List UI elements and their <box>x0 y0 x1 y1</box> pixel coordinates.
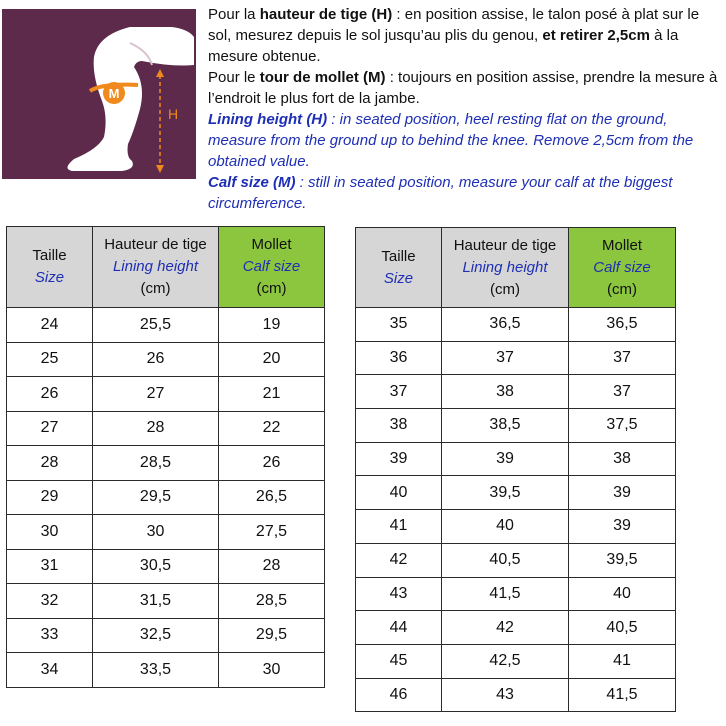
table-row <box>356 577 676 611</box>
calf-size-cell: 26,5 <box>219 480 325 515</box>
calf-size-cell: 27,5 <box>219 515 325 550</box>
lining-height-cell: 39,5 <box>442 476 569 510</box>
calf-size-cell: 19 <box>219 308 325 343</box>
table-row <box>7 411 325 446</box>
size-cell: 44 <box>356 611 442 645</box>
lining-height-cell: 42 <box>442 611 569 645</box>
calf-size-cell: 38 <box>569 442 676 476</box>
size-cell: 24 <box>7 308 93 343</box>
lining-height-cell: 37 <box>442 341 569 375</box>
size-cell: 33 <box>7 618 93 653</box>
calf-size-cell: 21 <box>219 377 325 412</box>
lining-height-cell: 28,5 <box>93 446 219 481</box>
size-cell: 29 <box>7 480 93 515</box>
calf-size-cell: 28,5 <box>219 584 325 619</box>
calf-size-cell: 39,5 <box>569 543 676 577</box>
size-cell: 37 <box>356 375 442 409</box>
calf-size-cell: 37 <box>569 341 676 375</box>
table-row <box>356 476 676 510</box>
calf-size-cell: 40 <box>569 577 676 611</box>
calf-size-cell: 39 <box>569 510 676 544</box>
instruction-fr-height: Pour la hauteur de tige (H) : en position assise, le talon posé à plat sur le sol, mesurez depuis le sol jusqu’au plis du genou, et retirer 2,5cm à la mesure obtenue. <box>208 6 700 65</box>
table-row <box>356 308 676 342</box>
size-column-header: Taille Size <box>7 227 93 308</box>
size-cell: 32 <box>7 584 93 619</box>
table-row <box>7 584 325 619</box>
lining-height-cell: 31,5 <box>93 584 219 619</box>
lining-height-cell: 42,5 <box>442 644 569 678</box>
table-row <box>356 442 676 476</box>
table-row <box>356 678 676 712</box>
size-cell: 43 <box>356 577 442 611</box>
leg-measurement-illustration <box>2 9 196 179</box>
calf-size-cell: 26 <box>219 446 325 481</box>
table-row <box>356 375 676 409</box>
measurement-instructions <box>208 4 720 214</box>
size-cell: 34 <box>7 653 93 688</box>
table-row <box>356 341 676 375</box>
calf-size-cell: 29,5 <box>219 618 325 653</box>
size-cell: 41 <box>356 510 442 544</box>
lining-height-cell: 39 <box>442 442 569 476</box>
lining-height-cell: 30 <box>93 515 219 550</box>
lining-height-cell: 38 <box>442 375 569 409</box>
size-cell: 42 <box>356 543 442 577</box>
table-header-row <box>356 228 676 308</box>
lining-height-cell: 32,5 <box>93 618 219 653</box>
size-cell: 40 <box>356 476 442 510</box>
size-column-header: Taille Size <box>356 228 442 308</box>
size-cell: 35 <box>356 308 442 342</box>
lining-height-cell: 36,5 <box>442 308 569 342</box>
lining-height-cell: 29,5 <box>93 480 219 515</box>
lining-height-cell: 27 <box>93 377 219 412</box>
size-table-right <box>355 227 676 712</box>
table-row <box>7 653 325 688</box>
instruction-en-calf: Calf size (M) : still in seated position, measure your calf at the biggest circumference. <box>208 174 673 212</box>
height-label: H <box>168 106 179 122</box>
lining-height-cell: 40,5 <box>442 543 569 577</box>
table-row <box>7 515 325 550</box>
calf-size-cell: 41 <box>569 644 676 678</box>
size-cell: 28 <box>7 446 93 481</box>
lining-height-cell: 43 <box>442 678 569 712</box>
calf-column-header: Mollet Calf size (cm) <box>219 227 325 308</box>
calf-label: M <box>108 86 120 101</box>
table-row <box>7 549 325 584</box>
size-cell: 30 <box>7 515 93 550</box>
size-cell: 31 <box>7 549 93 584</box>
lining-height-cell: 26 <box>93 342 219 377</box>
lining-height-cell: 38,5 <box>442 409 569 443</box>
table-row <box>356 510 676 544</box>
size-cell: 26 <box>7 377 93 412</box>
table-row <box>7 342 325 377</box>
size-cell: 36 <box>356 341 442 375</box>
table-row <box>7 446 325 481</box>
size-cell: 39 <box>356 442 442 476</box>
calf-size-cell: 37,5 <box>569 409 676 443</box>
size-cell: 46 <box>356 678 442 712</box>
calf-column-header: Mollet Calf size (cm) <box>569 228 676 308</box>
calf-size-cell: 20 <box>219 342 325 377</box>
lining-height-cell: 28 <box>93 411 219 446</box>
table-row <box>356 611 676 645</box>
size-cell: 45 <box>356 644 442 678</box>
calf-size-cell: 28 <box>219 549 325 584</box>
lining-height-cell: 25,5 <box>93 308 219 343</box>
lining-height-cell: 30,5 <box>93 549 219 584</box>
size-cell: 27 <box>7 411 93 446</box>
table-row <box>356 644 676 678</box>
table-row <box>7 618 325 653</box>
leg-diagram <box>2 9 196 179</box>
lining-height-cell: 41,5 <box>442 577 569 611</box>
leg-shape <box>67 27 194 171</box>
size-cell: 25 <box>7 342 93 377</box>
table-row <box>7 480 325 515</box>
calf-size-cell: 39 <box>569 476 676 510</box>
instruction-en-height: Lining height (H) : in seated position, heel resting flat on the ground, measure from the ground up to behind the knee. Remove 2,5cm from the obtained value. <box>208 111 694 170</box>
size-table-left <box>6 226 325 688</box>
size-cell: 38 <box>356 409 442 443</box>
table-row <box>356 409 676 443</box>
calf-size-cell: 37 <box>569 375 676 409</box>
table-header-row <box>7 227 325 308</box>
calf-size-cell: 30 <box>219 653 325 688</box>
calf-size-cell: 36,5 <box>569 308 676 342</box>
lining-height-cell: 40 <box>442 510 569 544</box>
calf-size-cell: 41,5 <box>569 678 676 712</box>
calf-size-cell: 40,5 <box>569 611 676 645</box>
calf-size-cell: 22 <box>219 411 325 446</box>
table-row <box>7 308 325 343</box>
table-row <box>7 377 325 412</box>
lining-height-cell: 33,5 <box>93 653 219 688</box>
height-column-header: Hauteur de tige Lining height (cm) <box>442 228 569 308</box>
height-column-header: Hauteur de tige Lining height (cm) <box>93 227 219 308</box>
instruction-fr-calf: Pour le tour de mollet (M) : toujours en position assise, prendre la mesure à l’endroit le plus fort de la jambe. <box>208 69 718 107</box>
table-row <box>356 543 676 577</box>
